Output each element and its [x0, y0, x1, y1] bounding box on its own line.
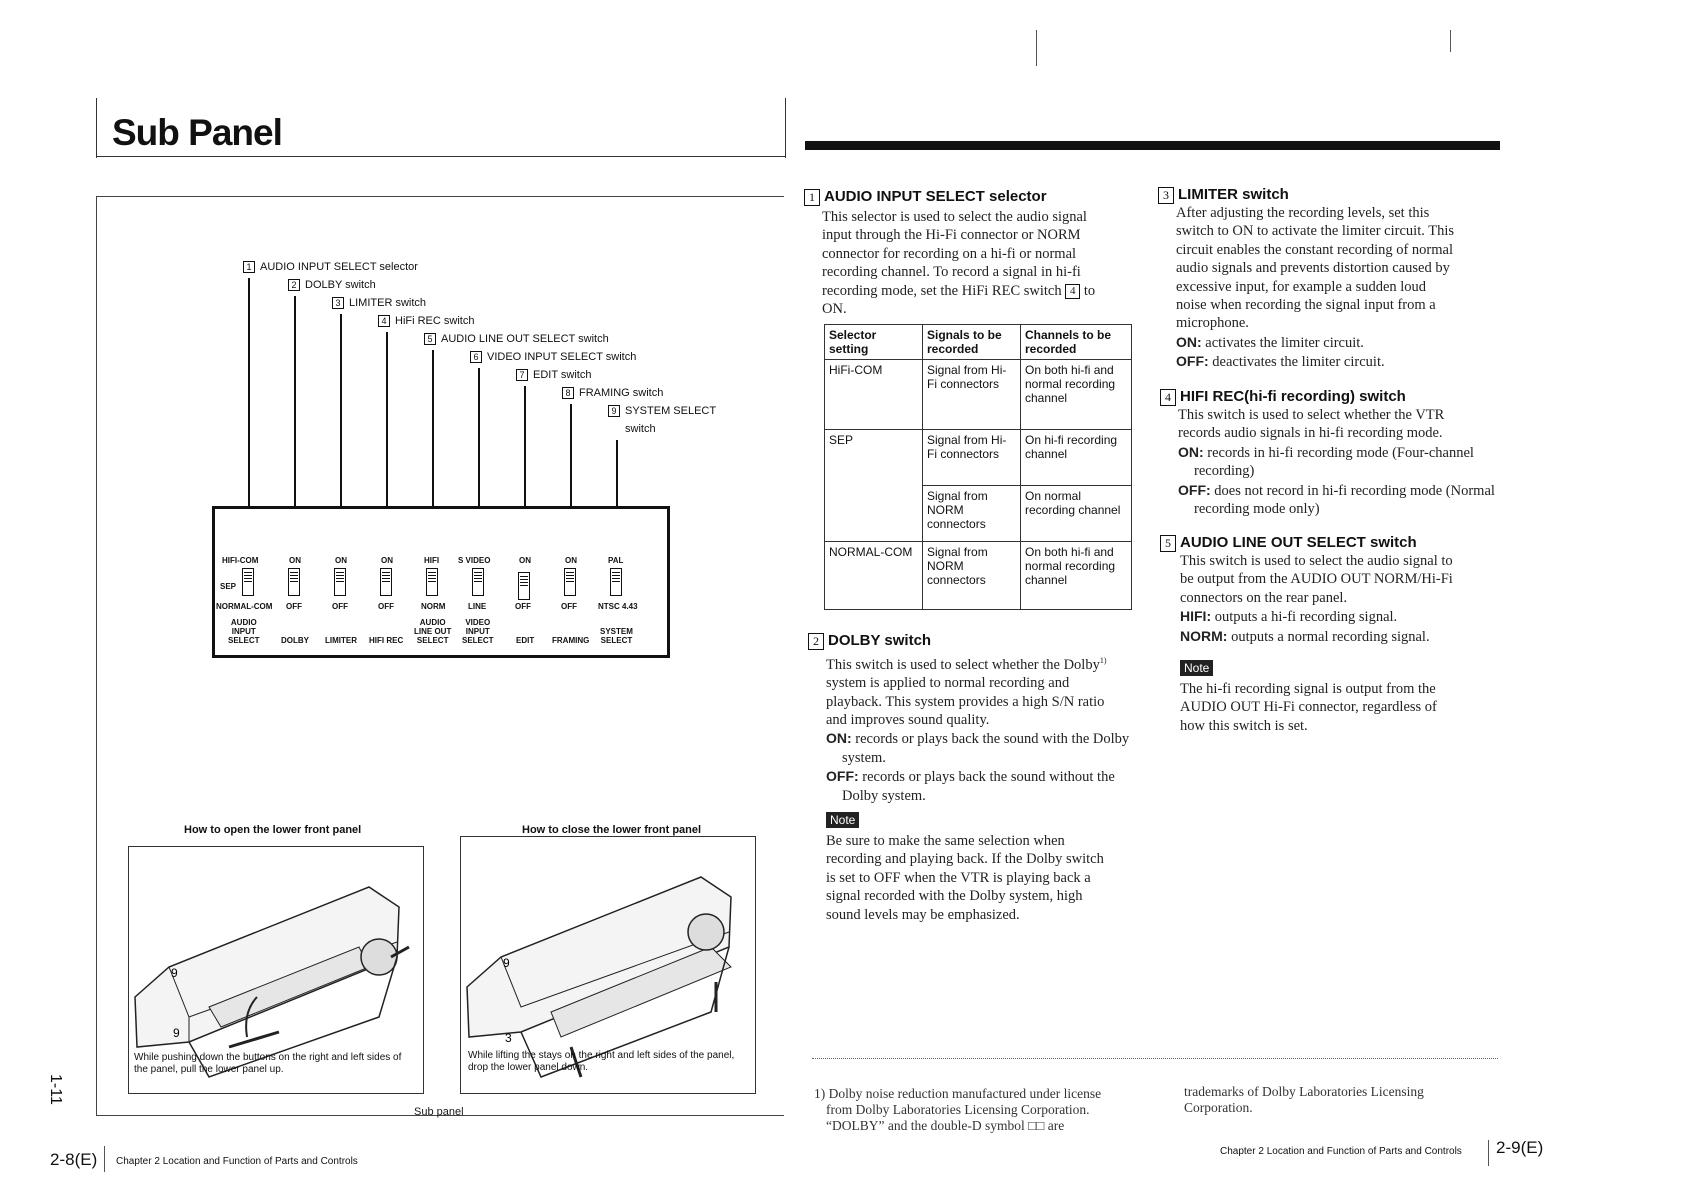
panel-top-label: PAL: [608, 556, 624, 565]
callout-9: 9 SYSTEM SELECT: [608, 405, 716, 417]
panel-bottom-label: OFF: [515, 602, 531, 611]
panel-top-label: S VIDEO: [458, 556, 491, 565]
footnote-left: 1) Dolby noise reduction manufactured under license from Dolby Laboratories Licensing Corporation. “DOLBY” and the double-D symbol □□ are: [814, 1086, 1102, 1133]
table-header: Selector setting: [825, 325, 923, 360]
section-3-heading: 3 LIMITER switch: [1158, 186, 1289, 204]
table-header: Channels to be recorded: [1021, 325, 1132, 360]
section-2-heading: 2 DOLBY switch: [808, 632, 931, 650]
section-5-body: This switch is used to select the audio signal to be output from the AUDIO OUT NORM/Hi-Fi connectors on the rear panel. HIFI: outputs a hi-fi recording signal. NORM: outputs a normal recording signal.: [1180, 553, 1453, 645]
footnote-divider: [812, 1058, 1498, 1059]
section-1-body: This selector is used to select the audio signal input through the Hi-Fi connector or NORM connector for recording on a hi-fi or normal recording channel. To record a signal in hi-fi recording mode, set the HiFi REC switch 4 to ON.: [822, 209, 1096, 318]
panel-name-label: FRAMING: [552, 636, 590, 645]
callout-5: 5 AUDIO LINE OUT SELECT switch: [424, 333, 609, 345]
panel-bottom-label: NTSC 4.43: [598, 602, 638, 611]
panel-top-label: ON: [381, 556, 393, 565]
dolby-switch: [288, 568, 300, 596]
callout-9-cont: switch: [625, 423, 656, 435]
scan-mark: [1450, 30, 1451, 52]
panel-bottom-label: OFF: [332, 602, 348, 611]
svg-text:3: 3: [505, 1031, 512, 1045]
section-5-heading: 5 AUDIO LINE OUT SELECT switch: [1160, 534, 1417, 552]
section-2-body: This switch is used to select whether the Dolby$^{1)}$ system is applied to normal recording and playback. This system provides a high S/N ratio and improves sound quality. ON: records or plays back the sound with the Dolby system. OFF: records or plays back the sound without the Dolby system.: [826, 656, 1130, 804]
panel-bottom-label: OFF: [286, 602, 302, 611]
left-chapter-label: Chapter 2 Location and Function of Parts and Controls: [116, 1156, 358, 1167]
panel-name-label: EDIT: [516, 636, 535, 645]
table-row: HiFi-COM Signal from Hi-Fi connectors On both hi-fi and normal recording channel: [825, 360, 1132, 430]
callout-2: 2 DOLBY switch: [288, 279, 376, 291]
panel-top-label: HIFI: [424, 556, 440, 565]
panel-top-label: ON: [335, 556, 347, 565]
audio-input-table: [824, 324, 1132, 610]
panel-name-label: LIMITER: [325, 636, 357, 645]
panel-name-label: AUDIO LINE OUT SELECT: [414, 618, 452, 645]
note-badge: Note: [826, 812, 859, 828]
section-bar: [805, 141, 1500, 150]
open-panel-caption: How to open the lower front panel: [184, 824, 362, 836]
close-panel-caption: How to close the lower front panel: [522, 824, 702, 836]
title-underline: [96, 156, 786, 157]
right-page-number: 2-9(E): [1496, 1138, 1544, 1157]
panel-top-label: HIFI-COM: [222, 556, 259, 565]
audio-input-select-switch: [242, 568, 254, 596]
callout-8: 8 FRAMING switch: [562, 387, 663, 399]
panel-top-label: ON: [519, 556, 531, 565]
panel-bottom-label: NORM: [421, 602, 446, 611]
table-header: Signals to be recorded: [923, 325, 1021, 360]
table-row: NORMAL-COM Signal from NORM connectors On both hi-fi and normal recording channel: [825, 542, 1132, 610]
left-page-number: 2-8(E): [50, 1150, 98, 1169]
footer-rule: [104, 1146, 105, 1172]
section-1-heading: 1 AUDIO INPUT SELECT selector: [804, 188, 1047, 206]
table-row: SEP Signal from Hi-Fi connectors On hi-fi recording channel: [825, 430, 1132, 486]
title-rule-right: [785, 98, 786, 158]
audio-line-out-switch: [426, 568, 438, 596]
system-select-switch: [610, 568, 622, 596]
title-rule: [96, 98, 97, 158]
footnote-right: trademarks of Dolby Laboratories Licensing Corporation.: [1184, 1084, 1424, 1115]
right-chapter-label: Chapter 2 Location and Function of Parts and Controls: [1220, 1146, 1462, 1157]
side-page-number: 1-11: [47, 1074, 64, 1105]
svg-text:9: 9: [503, 956, 510, 970]
diagram-label: Sub panel: [414, 1106, 464, 1118]
callout-4: 4 HiFi REC switch: [378, 315, 474, 327]
section-4-heading: 4 HIFI REC(hi-fi recording) switch: [1160, 388, 1406, 406]
panel-name-label: AUDIO INPUT SELECT: [228, 618, 260, 645]
panel-top-label: ON: [565, 556, 577, 565]
callout-7: 7 EDIT switch: [516, 369, 591, 381]
note-badge: Note: [1180, 660, 1213, 676]
svg-text:9: 9: [173, 1026, 180, 1040]
panel-bottom-label: OFF: [561, 602, 577, 611]
section-4-body: This switch is used to select whether the VTR records audio signals in hi-fi recording mode. ON: records in hi-fi recording mode (Four-channel recording) OFF: does not record in hi-fi recording mode (Normal recording mode only): [1178, 407, 1495, 518]
panel-bottom-label: OFF: [378, 602, 394, 611]
panel-top-label: ON: [289, 556, 301, 565]
table-row: Signal from NORM connectors On normal recording channel: [825, 486, 1132, 542]
svg-text:9: 9: [171, 966, 178, 980]
edit-switch: [518, 572, 530, 600]
video-input-switch: [472, 568, 484, 596]
section-2-note: Be sure to make the same selection when recording and playing back. If the Dolby switch is set to OFF when the VTR is playing back a signal recorded with the Dolby system, high sound levels may be emphasized.: [826, 833, 1104, 923]
footer-rule: [1488, 1140, 1489, 1166]
panel-sep-label: SEP: [220, 582, 237, 591]
callout-3: 3 LIMITER switch: [332, 297, 426, 309]
page-title: Sub Panel: [112, 112, 282, 153]
callout-6: 6 VIDEO INPUT SELECT switch: [470, 351, 636, 363]
panel-name-label: DOLBY: [281, 636, 309, 645]
panel-bottom-label: LINE: [468, 602, 487, 611]
panel-bottom-label: NORMAL-COM: [216, 602, 273, 611]
open-panel-text: While pushing down the buttons on the right and left sides of the panel, pull the lower panel up.: [134, 1052, 402, 1075]
section-3-body: After adjusting the recording levels, set this switch to ON to activate the limiter circuit. This circuit enables the constant recording of normal audio signals and prevents distortion caused by excessive input, for example a sudden loud noise when recording the signal input from a microphone. ON: activates the limiter circuit. OFF: deactivates the limiter circuit.: [1176, 205, 1454, 371]
panel-name-label: SYSTEM SELECT: [600, 627, 633, 645]
callout-1: 1 AUDIO INPUT SELECT selector: [243, 261, 418, 273]
close-panel-text: While lifting the stays on the right and left sides of the panel, drop the lower panel down.: [468, 1050, 735, 1073]
limiter-switch: [334, 568, 346, 596]
section-5-note: The hi-fi recording signal is output from the AUDIO OUT Hi-Fi connector, regardless of how this switch is set.: [1180, 681, 1437, 734]
scan-mark: [1036, 30, 1037, 66]
framing-switch: [564, 568, 576, 596]
panel-name-label: HIFI REC: [369, 636, 404, 645]
panel-name-label: VIDEO INPUT SELECT: [462, 618, 494, 645]
hifi-rec-switch: [380, 568, 392, 596]
